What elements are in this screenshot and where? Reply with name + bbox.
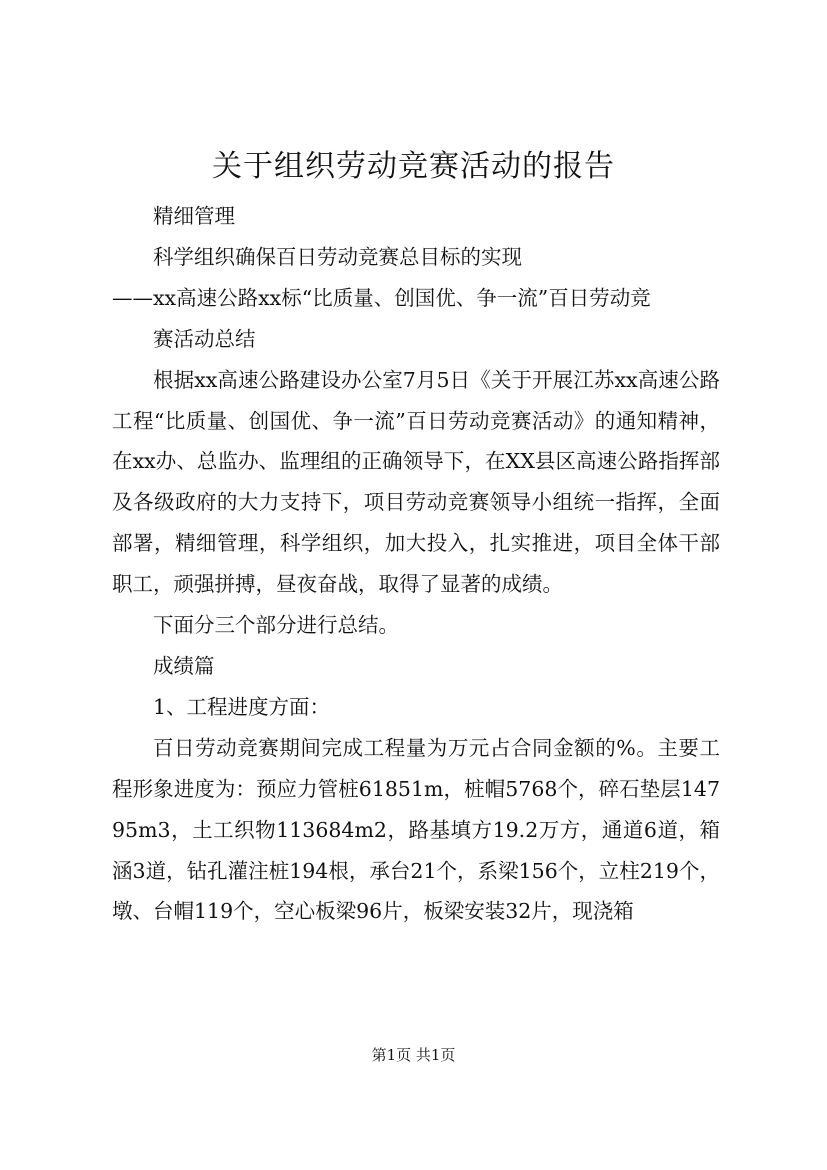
paragraph-heading-1: 精细管理 (153, 204, 235, 228)
paragraph-sections-note: 下面分三个部分进行总结。 (153, 613, 399, 638)
subsection-heading-progress: 1、工程进度方面： (153, 694, 331, 719)
paragraph-progress-details: 百日劳动竞赛期间完成工程量为万元占合同金额的%。主要工程形象进度为：预应力管桩61851m，桩帽5768个，碎石垫层14795m3，土工织物113684m2，路基填方19.2万方，通道6道，箱涵3道，钻孔灌注桩194根，承台21个，系梁156个，立柱219个，墩、台帽119个，空心板梁96片，板梁安装32片，现浇箱 (112, 735, 720, 924)
document-title: 关于组织劳动竞赛活动的报告 (212, 149, 615, 184)
paragraph-subtitle: ——xx高速公路xx标“比质量、创国优、争一流”百日劳动竞 (112, 285, 651, 310)
paragraph-intro: 根据xx高速公路建设办公室7月5日《关于开展江苏xx高速公路工程“比质量、创国优、争一流”百日劳动竞赛活动》的通知精神，在xx办、总监办、监理组的正确领导下，在XX县区高速公路指挥部及各级政府的大力支持下，项目劳动竞赛领导小组统一指挥，全面部署，精细管理，科学组织，加大投入，扎实推进，项目全体干部职工，顽强拼搏，昼夜奋战，取得了显著的成绩。 (112, 367, 720, 597)
section-heading-achievements: 成绩篇 (153, 653, 215, 678)
page-footer: 第1页 共1页 (371, 1046, 456, 1064)
document-body (112, 196, 720, 932)
paragraph-summary-label: 赛活动总结 (153, 326, 256, 351)
paragraph-heading-2: 科学组织确保百日劳动竞赛总目标的实现 (153, 244, 522, 269)
